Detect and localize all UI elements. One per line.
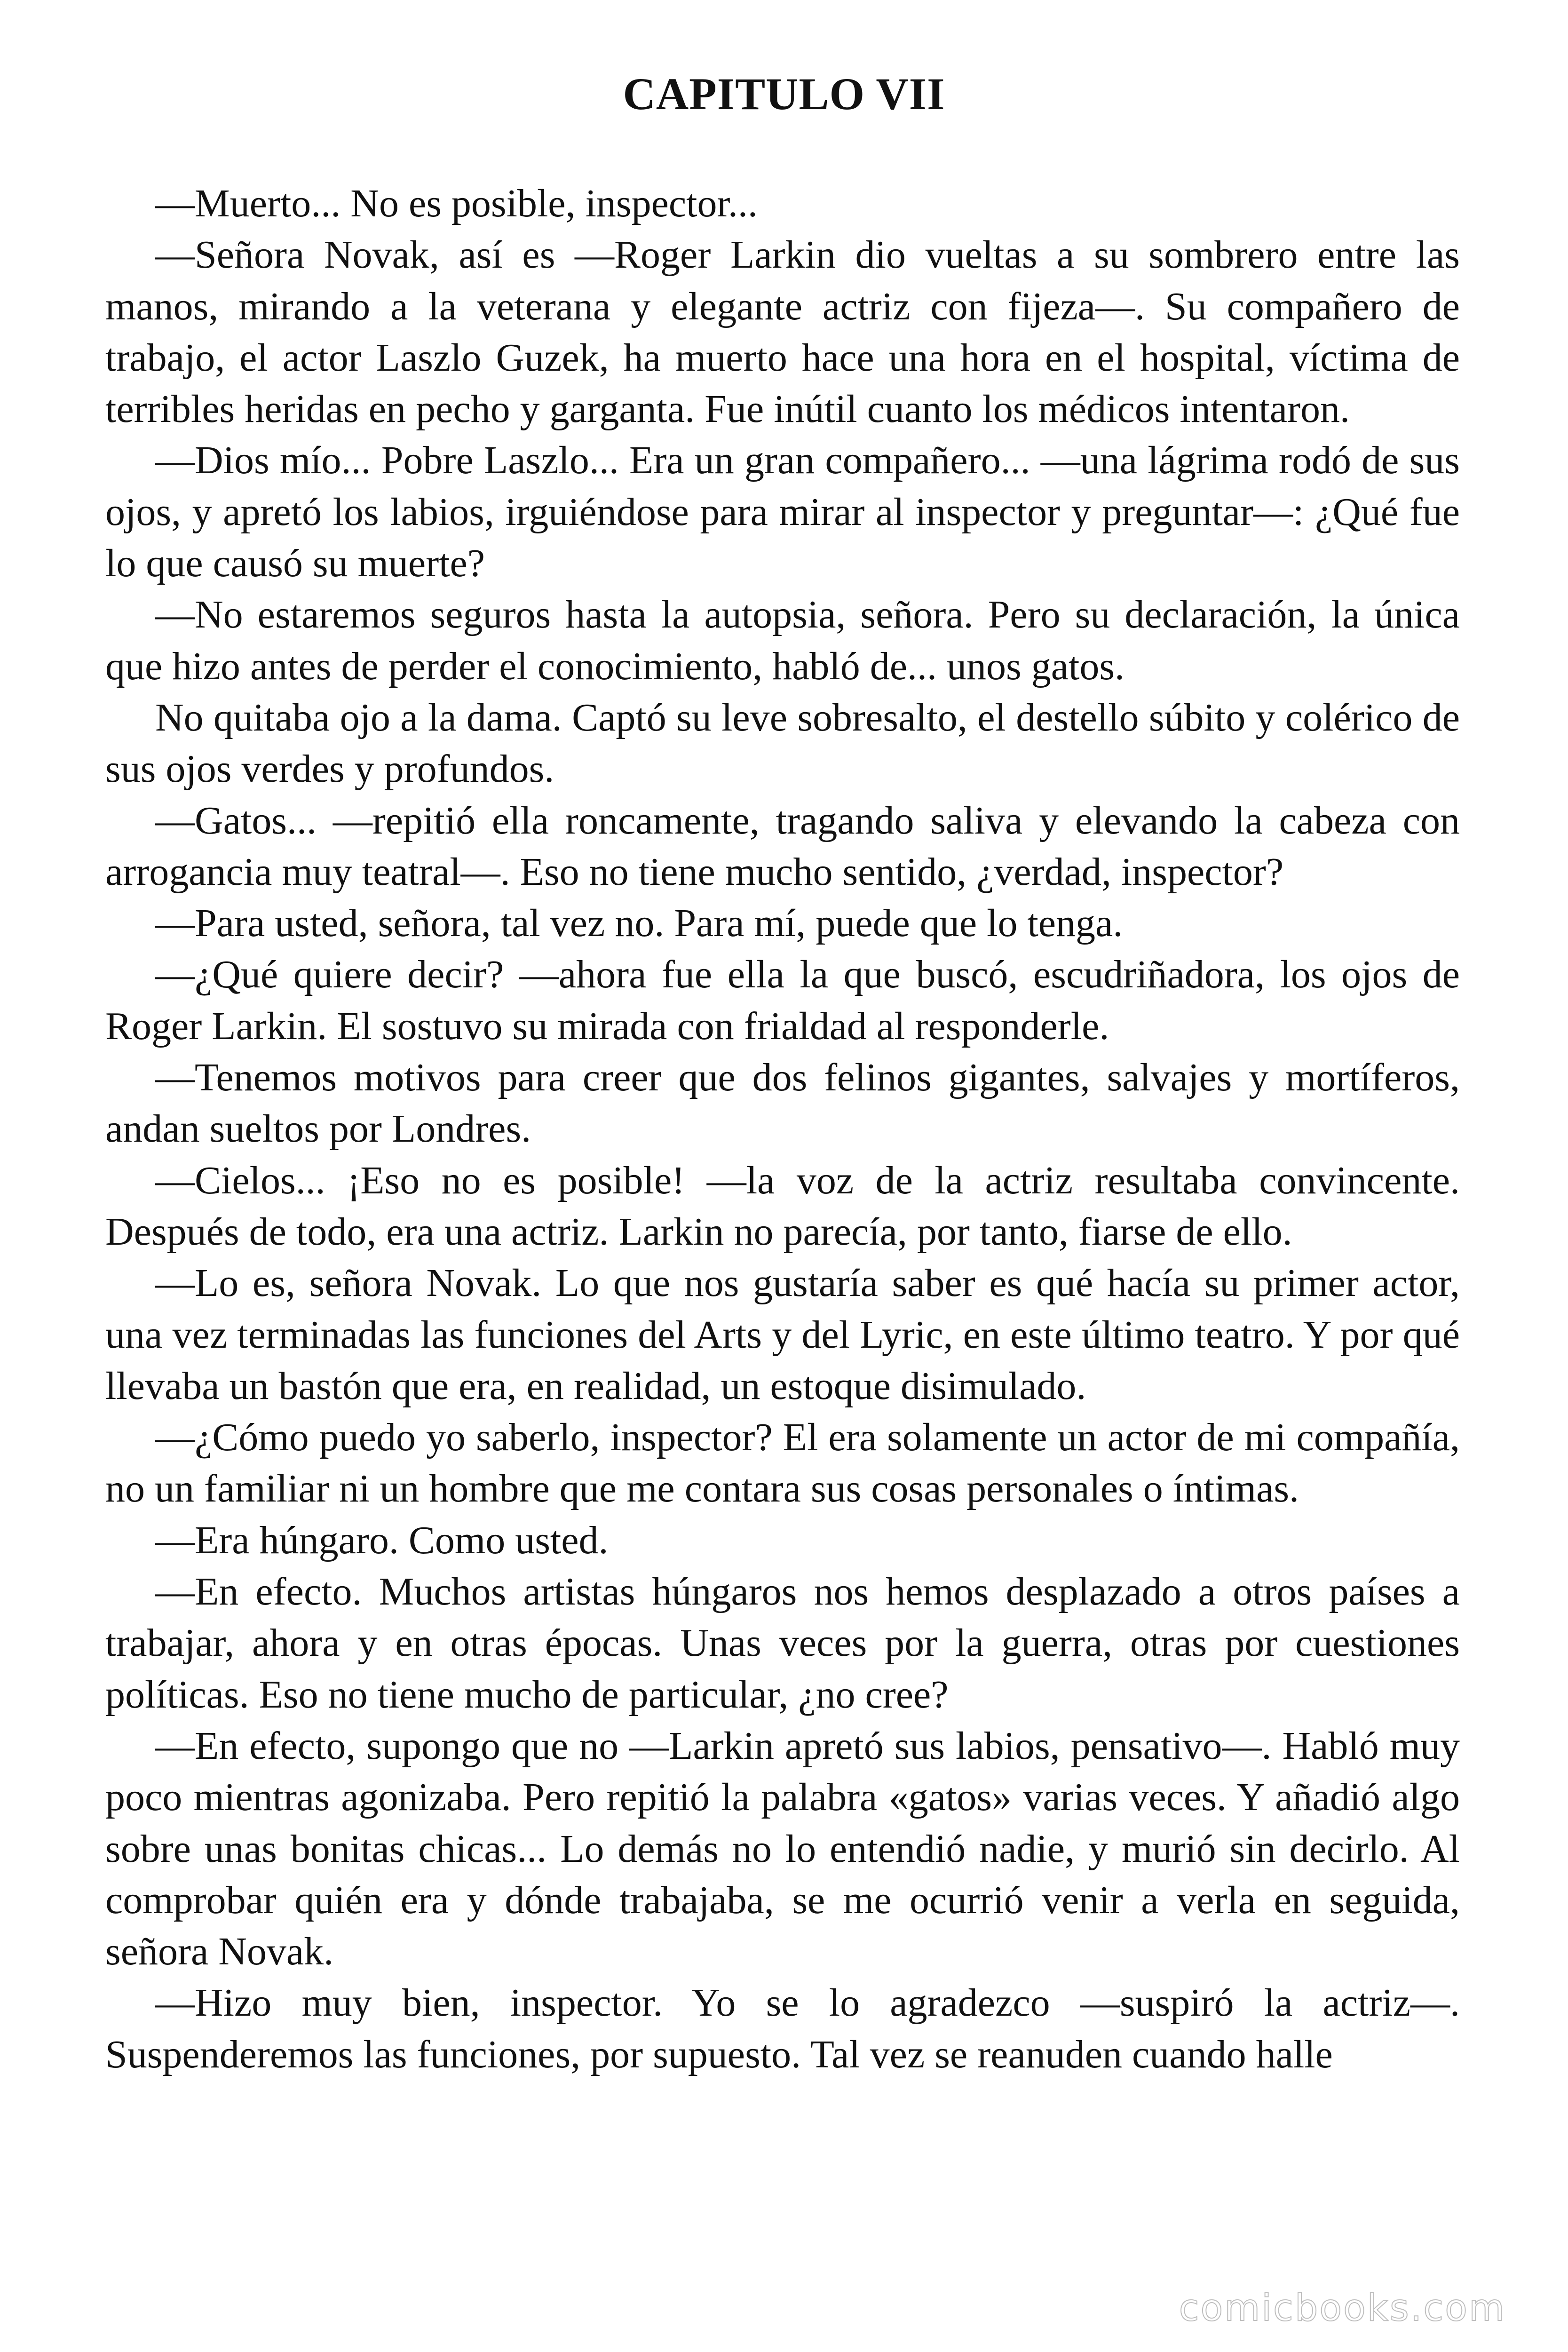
paragraph: —Lo es, señora Novak. Lo que nos gustaría saber es qué hacía su primer actor, una vez terminadas las funciones del Arts y del Lyric, en este último teatro. Y por qué llevaba un bastón que era, en realidad, un estoque disimulado. — [105, 1261, 1460, 1408]
paragraph: —Gatos... —repitió ella roncamente, tragando saliva y elevando la cabeza con arrogancia muy teatral—. Eso no tiene mucho sentido, ¿verdad, inspector? — [105, 798, 1460, 894]
paragraph: —Era húngaro. Como usted. — [155, 1518, 609, 1562]
paragraph: —En efecto, supongo que no —Larkin apretó sus labios, pensativo—. Habló muy poco mientras agonizaba. Pero repitió la palabra «gatos» varias veces. Y añadió algo sobre unas bonitas chicas... Lo demás no lo entendió nadie, y murió sin decirlo. Al comprobar quién era y dónde trabajaba, se me ocurrió venir a verla en seguida, señora Novak. — [105, 1724, 1460, 1974]
watermark: comicbooks.com — [1179, 2287, 1506, 2329]
paragraph: —En efecto. Muchos artistas húngaros nos hemos desplazado a otros países a trabajar, ahora y en otras épocas. Unas veces por la guerra, otras por cuestiones políticas. Eso no tiene mucho de particular, ¿no cree? — [105, 1570, 1460, 1716]
paragraph: —Señora Novak, así es —Roger Larkin dio vueltas a su sombrero entre las manos, mirando a la veterana y elegante actriz con fijeza—. Su compañero de trabajo, el actor Laszlo Guzek, ha muerto hace una hora en el hospital, víctima de terribles heridas en pecho y garganta. Fue inútil cuanto los médicos intentaron. — [105, 233, 1460, 431]
paragraph: —¿Qué quiere decir? —ahora fue ella la que buscó, escudriñadora, los ojos de Roger Larkin. El sostuvo su mirada con frialdad al responderle. — [105, 953, 1460, 1048]
paragraph: —¿Cómo puedo yo saberlo, inspector? El era solamente un actor de mi compañía, no un familiar ni un hombre que me contara sus cosas personales o íntimas. — [105, 1415, 1460, 1511]
paragraph: —No estaremos seguros hasta la autopsia, señora. Pero su declaración, la única que hizo antes de perder el conocimiento, habló de... unos gatos. — [105, 593, 1460, 688]
paragraph: —Hizo muy bien, inspector. Yo se lo agradezco —suspiró la actriz—. Suspenderemos las funciones, por supuesto. Tal vez se reanuden cuando halle — [105, 1981, 1460, 2076]
chapter-title: CAPITULO VII — [623, 69, 945, 119]
paragraph: —Dios mío... Pobre Laszlo... Era un gran compañero... —una lágrima rodó de sus ojos, y apretó los labios, irguiéndose para mirar al inspector y preguntar—: ¿Qué fue lo que causó su muerte? — [105, 438, 1460, 586]
paragraph: —Tenemos motivos para creer que dos felinos gigantes, salvajes y mortíferos, andan sueltos por Londres. — [105, 1056, 1460, 1151]
body-text — [105, 178, 1460, 2080]
paragraph: —Muerto... No es posible, inspector... — [155, 182, 758, 225]
paragraph: No quitaba ojo a la dama. Captó su leve sobresalto, el destello súbito y colérico de sus ojos verdes y profundos. — [105, 695, 1460, 791]
paragraph: —Cielos... ¡Eso no es posible! —la voz de la actriz resultaba convincente. Después de todo, era una actriz. Larkin no parecía, por tanto, fiarse de ello. — [105, 1158, 1460, 1254]
paragraph: —Para usted, señora, tal vez no. Para mí, puede que lo tenga. — [155, 901, 1123, 946]
